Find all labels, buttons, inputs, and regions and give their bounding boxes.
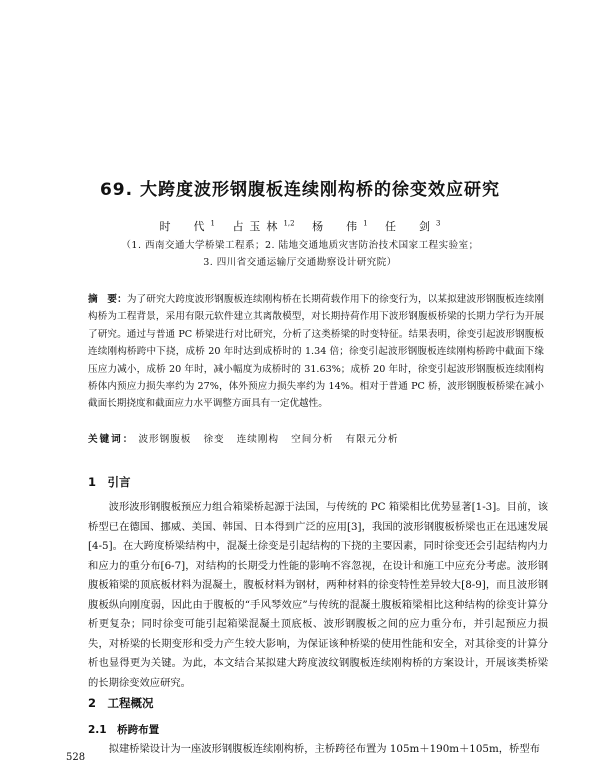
author: 时 代$^1$ — [159, 219, 215, 233]
keywords-label: 关键词： — [88, 434, 135, 445]
section-body: 波形波形钢腹板预应力组合箱梁桥起源于法国，与传统的 PC 箱梁相比优势显著[1-3]。目前，该桥型已在德国、挪威、美国、韩国、日本得到广泛的应用[3]，我国的波形钢腹板桥梁也正在迅速发展[4-5]。在大跨度桥梁结构中，混凝土徐变是引起结构的下挠的主要因素，同时徐变还会引起结构内力和应力的重分布[6-7]，对结构的长期受力性能的影响不容忽视，在设计和施工中应充分考虑。波形钢腹板箱梁的顶底板材料为混凝土，腹板材料为钢材，两种材料的徐变特性差异较大[8-9]，而且波形钢腹板纵向刚度弱，因此由于腹板的“手风琴效应”与传统的混凝土腹板箱梁相比这种结构的徐变计算分析更复杂；同时徐变可能引起箱梁混凝土顶底板、波形钢腹板之间的应力重分布，并引起预应力损失，对桥梁的长期变形和受力产生较大影响，为保证该种桥梁的使用性能和安全，对其徐变的计算分析也显得更为关键。为此，本文结合某拟建大跨度波纹钢腹板连续刚构桥的方案设计，开展该类桥梁的长期徐变效应研究。 — [88, 501, 548, 689]
abstract-text: 为了研究大跨度波形钢腹板连续刚构桥在长期荷载作用下的徐变行为，以某拟建波形钢腹板连续刚构桥为工程背景，采用有限元软件建立其离散模型，对长期持荷作用下波形钢腹板桥梁的长期力学行为开展了研究。通过与普通 PC 桥梁进行对比研究，分析了这类桥梁的时变特征。结果表明，徐变引起波形钢腹板连续刚构桥跨中下挠，成桥 20 年时达到成桥时的 1.34 倍；徐变引起波形钢腹板连续刚构桥跨中截面下缘压应力减小，成桥 20 年时，减小幅度为成桥时的 31.63%；成桥 20 年时，徐变引起波形钢腹板连续刚构桥体内预应力损失率约为 27%，体外预应力损失率约为 14%。相对于普通 PC 桥，波形钢腹板桥梁在减小截面长期挠度和截面应力水平调整方面具有一定优越性。 — [88, 294, 545, 410]
author-list — [0, 218, 600, 234]
author: 任 剑$^3$ — [385, 219, 441, 233]
affiliation-line: （1. 西南交通大学桥梁工程系；2. 陆地交通地质灾害防治技术国家工程实验室； — [121, 240, 479, 251]
keyword: 徐变 — [203, 434, 225, 445]
author: 杨 伟$^1$ — [312, 219, 368, 233]
affiliation-line: 3. 四川省交通运输厅交通勘察设计研究院） — [203, 257, 397, 268]
section-body: 拟建桥梁设计为一座波形钢腹板连续刚构桥，主桥跨径布置为 105m＋190m＋105m，桥型布 — [108, 743, 540, 755]
keywords — [88, 431, 544, 445]
section-heading: 2 工程概况 — [88, 696, 154, 710]
section-heading: 1 引言 — [88, 475, 131, 489]
keyword: 连续刚构 — [236, 434, 280, 445]
abstract — [88, 291, 544, 413]
author: 占玉林$^{1,2}$ — [232, 219, 295, 233]
subsection-heading: 2.1 桥跨布置 — [88, 724, 160, 736]
keyword: 有限元分析 — [345, 434, 399, 445]
keyword: 波形钢腹板 — [138, 434, 192, 445]
keyword: 空间分析 — [291, 434, 334, 445]
page-number: 528 — [66, 752, 86, 763]
paper-title: 69. 大跨度波形钢腹板连续刚构桥的徐变效应研究 — [99, 180, 501, 200]
abstract-label: 摘 要： — [88, 294, 127, 305]
